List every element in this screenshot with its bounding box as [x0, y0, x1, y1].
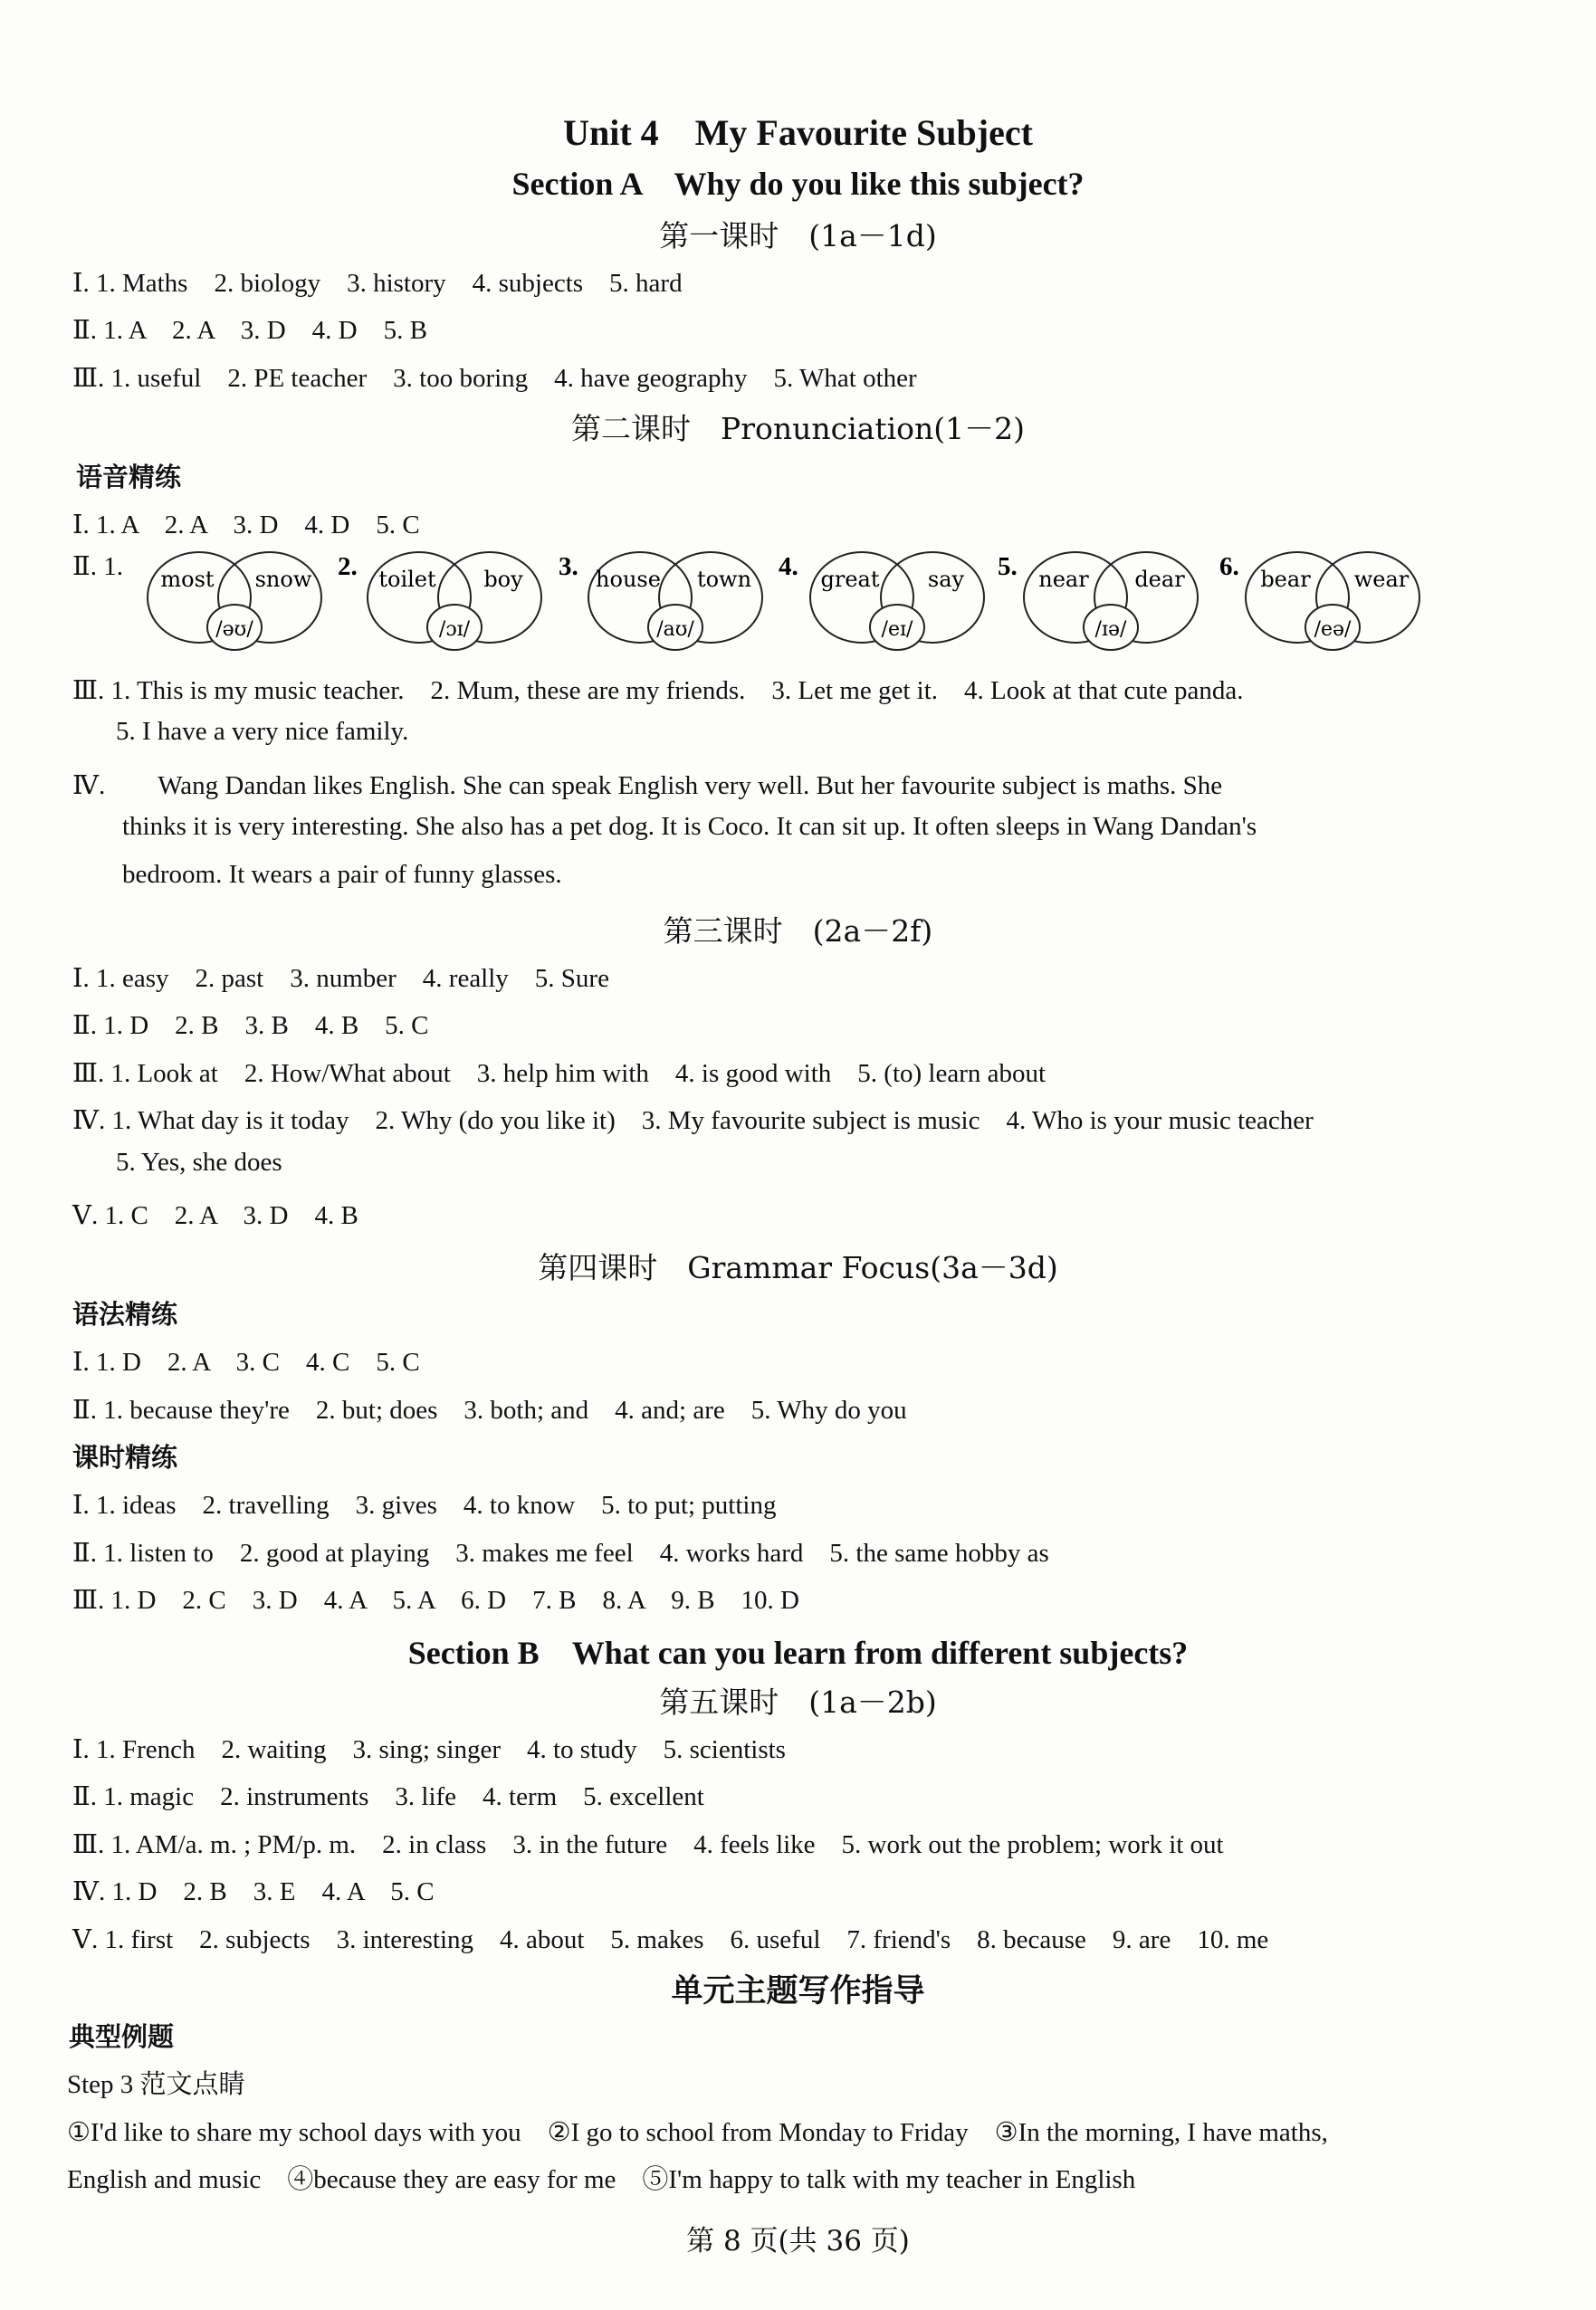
grammar-practice-label: 语法精练 — [72, 1299, 178, 1330]
writing-guide-title: 单元主题写作指导 — [671, 1973, 925, 2009]
phonics-pair-number: 6. — [1219, 552, 1239, 581]
lesson3-line-5: 5. Yes, she does — [116, 1148, 282, 1177]
writing-step: Step 3 范文点睛 — [67, 2070, 245, 2099]
practice-line-2: Ⅱ. 1. listen to 2. good at playing 3. makes me feel 4. works hard 5. the same hobby as — [72, 1539, 1049, 1568]
lesson3-title: 第三课时 (2a－2f) — [663, 913, 933, 949]
lesson5-line-1: Ⅰ. 1. French 2. waiting 3. sing; singer 4. to study 5. scientists — [72, 1735, 786, 1764]
lesson3-line-4: Ⅳ. 1. What day is it today 2. Why (do you like it) 3. My favourite subject is music 4. Who is your music teacher — [72, 1106, 1314, 1135]
practice-line-3: Ⅲ. 1. D 2. C 3. D 4. A 5. A 6. D 7. B 8. A 9. B 10. D — [72, 1586, 799, 1615]
lesson5-line-2: Ⅱ. 1. magic 2. instruments 3. life 4. term 5. excellent — [72, 1782, 704, 1811]
phonics-symbol: /aʊ/ — [656, 618, 694, 641]
lesson2-line-4c: bedroom. It wears a pair of funny glasses. — [122, 860, 562, 889]
phonics-word-right: town — [696, 567, 752, 592]
lesson1-line-3: Ⅲ. 1. useful 2. PE teacher 3. too boring 4. have geography 5. What other — [72, 364, 917, 393]
lesson1-line-1: Ⅰ. 1. Maths 2. biology 3. history 4. subjects 5. hard — [72, 269, 683, 298]
phonics-pair-6 — [1219, 552, 1419, 650]
phonics-pair-3 — [559, 552, 762, 650]
grammar-line-1: Ⅰ. 1. D 2. A 3. C 4. C 5. C — [72, 1348, 420, 1377]
practice-line-1: Ⅰ. 1. ideas 2. travelling 3. gives 4. to know 5. to put; putting — [72, 1491, 777, 1520]
lesson5-title: 第五课时 (1a－2b) — [659, 1685, 937, 1720]
section-a-title: Section A Why do you like this subject? — [511, 166, 1085, 202]
lesson5-line-4: Ⅳ. 1. D 2. B 3. E 4. A 5. C — [72, 1877, 435, 1906]
pronunciation-practice-label: 语音精练 — [76, 462, 182, 492]
lesson3-line-3: Ⅲ. 1. Look at 2. How/What about 3. help him with 4. is good with 5. (to) learn about — [72, 1059, 1046, 1088]
phonics-word-right: wear — [1353, 567, 1410, 592]
phonics-word-right: say — [927, 567, 965, 592]
phonics-symbol: /əʊ/ — [215, 618, 253, 641]
unit-title: Unit 4 My Favourite Subject — [563, 112, 1033, 153]
lesson2-line-3b: 5. I have a very nice family. — [116, 717, 409, 746]
page-footer: 第 8 页(共 36 页) — [686, 2225, 910, 2258]
phonics-word-right: snow — [254, 567, 312, 592]
phonics-word-right: dear — [1134, 567, 1185, 592]
phonics-symbol: /eə/ — [1314, 618, 1352, 641]
lesson1-line-2: Ⅱ. 1. A 2. A 3. D 4. D 5. B — [72, 316, 427, 345]
phonics-word-left: near — [1038, 567, 1089, 592]
phonics-pair-number: 2. — [338, 552, 358, 581]
phonics-pair-2 — [338, 552, 541, 650]
lesson3-line-2: Ⅱ. 1. D 2. B 3. B 4. B 5. C — [72, 1011, 429, 1040]
phonics-word-left: house — [596, 567, 661, 592]
phonics-pair-number: 4. — [779, 552, 798, 581]
lesson5-line-5: Ⅴ. 1. first 2. subjects 3. interesting 4. about 5. makes 6. useful 7. friend's 8. because 9. are 10. me — [72, 1925, 1269, 1954]
lesson3-line-6: Ⅴ. 1. C 2. A 3. D 4. B — [72, 1201, 358, 1230]
phonics-symbol: /ɔɪ/ — [438, 618, 471, 641]
phonics-pair-5 — [998, 552, 1198, 650]
phonics-word-left: most — [160, 567, 215, 592]
lesson2-line-4b: thinks it is very interesting. She also has a pet dog. It is Coco. It can sit up. It often sleeps in Wang Dandan's — [122, 812, 1257, 841]
phonics-symbol: /eɪ/ — [881, 618, 913, 641]
lesson2-line-4a: Ⅳ. Wang Dandan likes English. She can speak English very well. But her favourite subject is maths. She — [72, 771, 1223, 800]
lesson3-line-1: Ⅰ. 1. easy 2. past 3. number 4. really 5. Sure — [72, 964, 609, 993]
example-label: 典型例题 — [69, 2021, 175, 2052]
phonics-word-left: bear — [1260, 567, 1311, 592]
phonics-diagram — [0, 543, 1596, 661]
phonics-word-right: boy — [483, 567, 523, 592]
writing-line-1: ①I'd like to share my school days with you ②I go to school from Monday to Friday ③In the morning, I have maths, — [67, 2118, 1328, 2147]
lesson5-line-3: Ⅲ. 1. AM/a. m. ; PM/p. m. 2. in class 3. in the future 4. feels like 5. work out the problem; work it out — [72, 1830, 1224, 1859]
phonics-word-left: toilet — [378, 567, 436, 592]
phonics-word-left: great — [820, 567, 880, 592]
phonics-symbol: /ɪə/ — [1094, 618, 1127, 641]
lesson2-line-2-prefix: Ⅱ. 1. — [72, 552, 123, 581]
phonics-pair-1 — [148, 552, 321, 650]
phonics-pair-4 — [779, 552, 984, 650]
lesson-practice-label: 课时精练 — [72, 1442, 178, 1473]
lesson2-title: 第二课时 Pronunciation(1－2) — [571, 411, 1025, 446]
phonics-pair-number: 3. — [559, 552, 578, 581]
phonics-pair-number: 5. — [998, 552, 1018, 581]
lesson1-title: 第一课时 (1a－1d) — [659, 218, 937, 253]
lesson2-line-3a: Ⅲ. 1. This is my music teacher. 2. Mum, these are my friends. 3. Let me get it. 4. Look at that cute panda. — [72, 676, 1244, 705]
grammar-line-2: Ⅱ. 1. because they're 2. but; does 3. both; and 4. and; are 5. Why do you — [72, 1396, 907, 1425]
lesson2-line-1: Ⅰ. 1. A 2. A 3. D 4. D 5. C — [72, 511, 420, 539]
lesson4-title: 第四课时 Grammar Focus(3a－3d) — [538, 1250, 1058, 1285]
section-b-title: Section B What can you learn from different subjects? — [407, 1635, 1189, 1671]
writing-line-2: English and music ④because they are easy for me ⑤I'm happy to talk with my teacher in English — [67, 2165, 1136, 2194]
